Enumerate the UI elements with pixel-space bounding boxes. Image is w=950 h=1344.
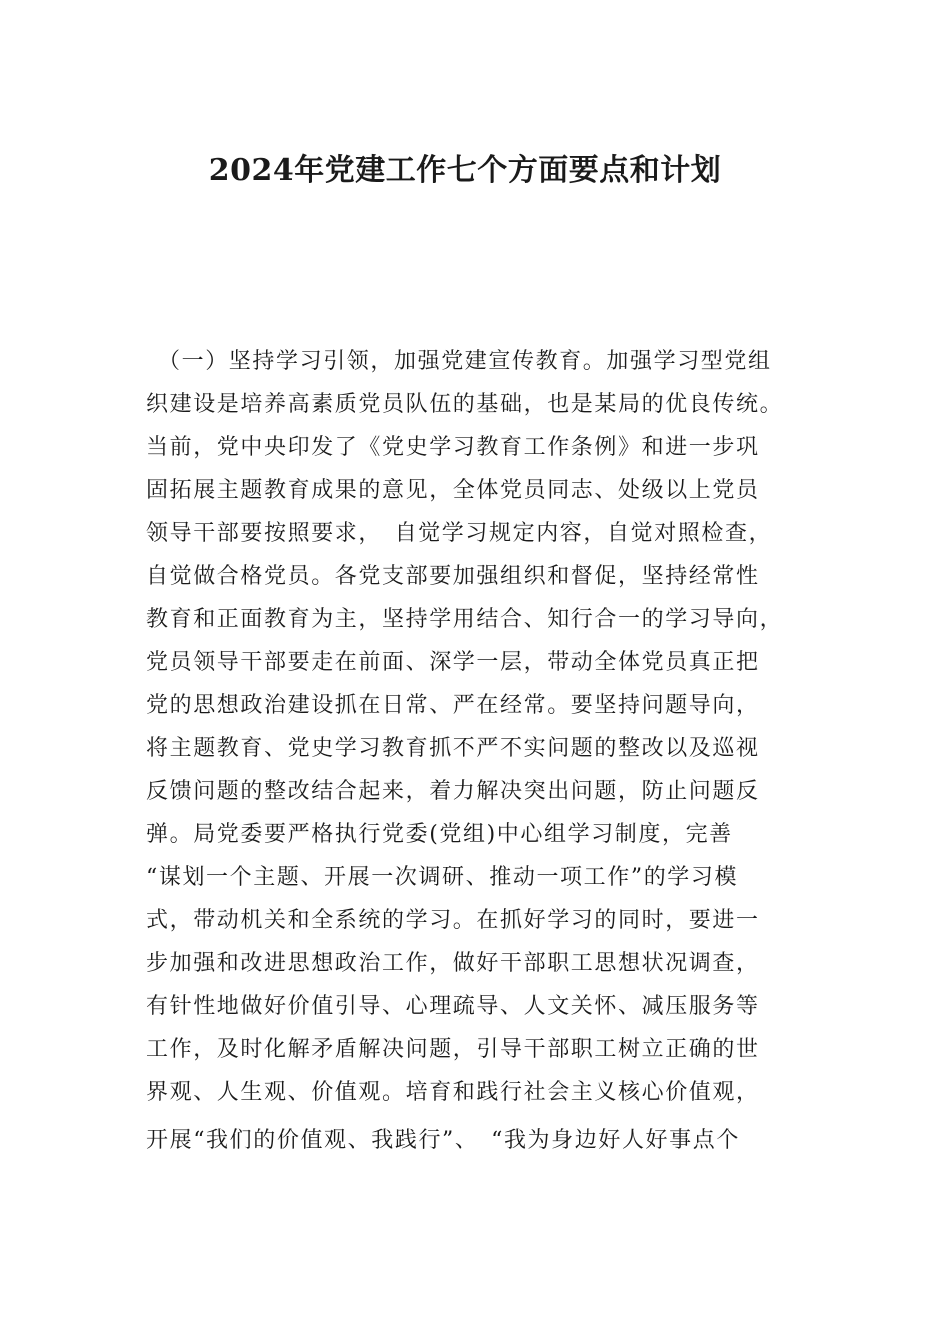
document-title: 2024年党建工作七个方面要点和计划 xyxy=(208,153,722,188)
body-line: 工作，及时化解矛盾解决问题，引导干部职工树立正确的世 xyxy=(146,1037,760,1062)
body-line: 自觉做合格党员。各党支部要加强组织和督促，坚持经常性 xyxy=(146,564,760,589)
body-line: 有针性地做好价值引导、心理疏导、人文关怀、减压服务等 xyxy=(146,994,760,1019)
body-line: 领导干部要按照要求， 自觉学习规定内容，自觉对照检查， xyxy=(146,521,773,546)
body-line: 教育和正面教育为主，坚持学用结合、知行合一的学习导向， xyxy=(146,607,784,632)
body-line: 党员领导干部要走在前面、深学一层，带动全体党员真正把 xyxy=(146,650,760,675)
body-line: 织建设是培养高素质党员队伍的基础，也是某局的优良传统。 xyxy=(146,392,784,417)
document-body xyxy=(146,340,826,1162)
body-line: 步加强和改进思想政治工作，做好干部职工思想状况调查， xyxy=(146,951,760,976)
body-line: 党的思想政治建设抓在日常、严在经常。要坚持问题导向， xyxy=(146,693,760,718)
body-line: 固拓展主题教育成果的意见，全体党员同志、处级以上党员 xyxy=(146,478,760,503)
body-line: 弹。局党委要严格执行党委(党组)中心组学习制度，完善 xyxy=(146,822,733,847)
body-line: 开展“我们的价值观、我践行”、 “我为身边好人好事点个 xyxy=(146,1128,740,1153)
body-line: 当前，党中央印发了《党史学习教育工作条例》和进一步巩 xyxy=(146,435,760,460)
body-line: 反馈问题的整改结合起来，着力解决突出问题，防止问题反 xyxy=(146,779,760,804)
body-line: 将主题教育、党史学习教育抓不严不实问题的整改以及巡视 xyxy=(146,736,760,761)
body-line: （一）坚持学习引领，加强党建宣传教育。加强学习型党组 xyxy=(158,349,772,374)
body-line: 式，带动机关和全系统的学习。在抓好学习的同时，要进一 xyxy=(146,908,760,933)
body-line: 界观、人生观、价值观。培育和践行社会主义核心价值观， xyxy=(146,1080,760,1105)
body-line: “谋划一个主题、开展一次调研、推动一项工作”的学习模 xyxy=(146,865,739,890)
